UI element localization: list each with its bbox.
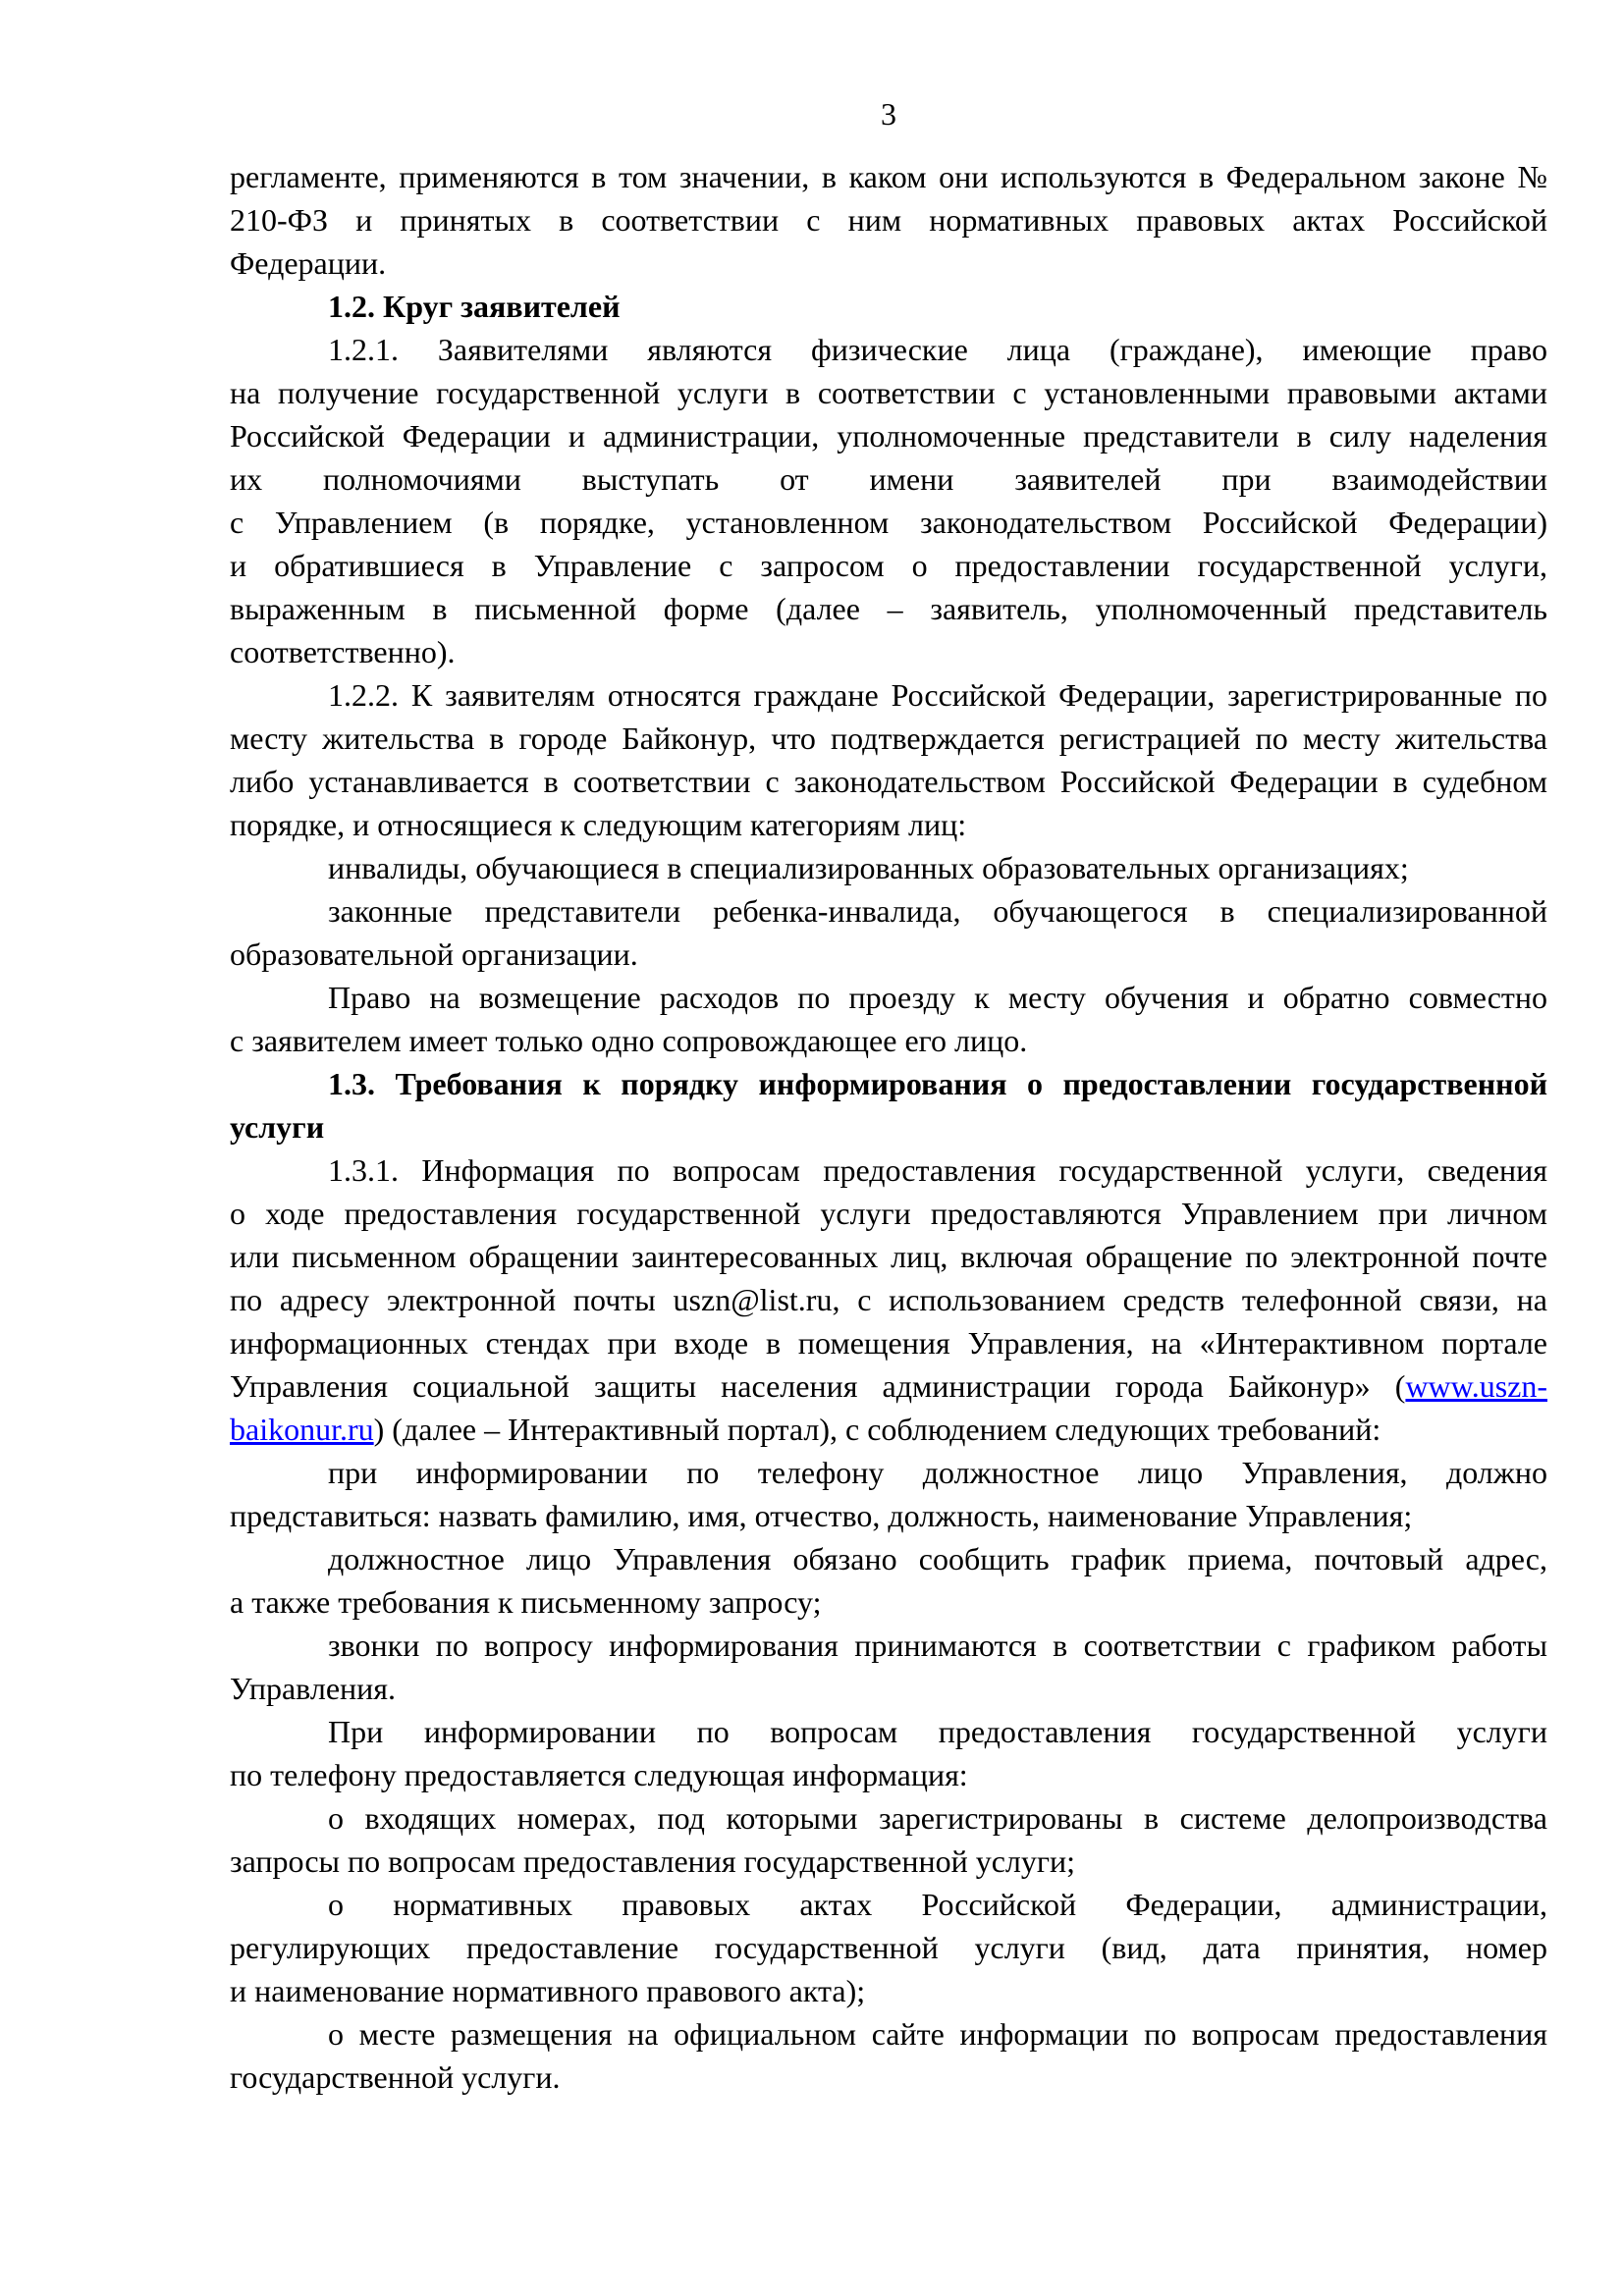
text-line xyxy=(230,1796,1547,1840)
para-official-must-inform xyxy=(230,1537,1547,1624)
text-line xyxy=(230,846,1547,889)
text-line xyxy=(230,2012,1547,2056)
text-line xyxy=(230,1537,1547,1580)
text-segment: 1.3.1. Информация по вопросам предоставления государственной услуги, сведения xyxy=(328,1152,1547,1188)
text-segment: и обратившиеся в Управление с запросом о предоставлении государственной услуги, xyxy=(230,548,1547,583)
text-line xyxy=(230,760,1547,803)
page-number: 3 xyxy=(881,96,896,132)
text-segment: должностное лицо Управления обязано сообщить график приема, почтовый адрес, xyxy=(328,1541,1547,1576)
text-line xyxy=(230,587,1547,630)
text-segment: государственной услуги. xyxy=(230,2059,561,2095)
text-segment: месту жительства в городе Байконур, что подтверждается регистрацией по месту жительства xyxy=(230,721,1547,756)
para-1-2-2 xyxy=(230,673,1547,846)
text-line xyxy=(230,1019,1547,1062)
para-1-2-1 xyxy=(230,328,1547,673)
text-segment: инвалиды, обучающиеся в специализированных образовательных организациях; xyxy=(328,850,1409,885)
para-phone-info-intro xyxy=(230,1710,1547,1796)
text-segment: о нормативных правовых актах Российской Федерации, администрации, xyxy=(328,1887,1547,1922)
text-segment: 210-ФЗ и принятых в соответствии с ним нормативных правовых актах Российской xyxy=(230,202,1547,238)
text-line xyxy=(230,544,1547,587)
para-calls-schedule xyxy=(230,1624,1547,1710)
text-line xyxy=(230,889,1547,933)
text-segment: либо устанавливается в соответствии с законодательством Российской Федерации в судебном xyxy=(230,764,1547,799)
text-segment: звонки по вопросу информирования принимаются в соответствии с графиком работы xyxy=(328,1628,1547,1663)
text-line xyxy=(230,1883,1547,1926)
text-line xyxy=(230,2056,1547,2099)
text-line xyxy=(230,1667,1547,1710)
text-line xyxy=(230,1105,1547,1148)
para-category-invalids xyxy=(230,846,1547,889)
text-line xyxy=(230,1321,1547,1364)
text-line xyxy=(230,1278,1547,1321)
text-segment: представиться: назвать фамилию, имя, отчество, должность, наименование Управления; xyxy=(230,1498,1413,1533)
text-line xyxy=(230,1062,1547,1105)
text-line xyxy=(230,1624,1547,1667)
text-segment: а также требования к письменному запросу; xyxy=(230,1584,822,1620)
text-line xyxy=(230,976,1547,1019)
text-segment: регламенте, применяются в том значении, в каком они используются в Федеральном законе № xyxy=(230,159,1547,194)
text-segment: с Управлением (в порядке, установленном законодательством Российской Федерации) xyxy=(230,505,1547,540)
text-line xyxy=(230,1753,1547,1796)
text-segment: образовательной организации. xyxy=(230,936,638,972)
text-segment: Российской Федерации и администрации, уполномоченные представители в силу наделения xyxy=(230,418,1547,454)
text-segment: регулирующих предоставление государственной услуги (вид, дата принятия, номер xyxy=(230,1930,1547,1965)
para-1-3-1 xyxy=(230,1148,1547,1451)
text-line xyxy=(230,457,1547,501)
text-segment: 1.2.1. Заявителями являются физические лица (граждане), имеющие право xyxy=(328,332,1547,367)
text-line xyxy=(230,328,1547,371)
text-line xyxy=(230,933,1547,976)
text-line xyxy=(230,1710,1547,1753)
text-line xyxy=(230,1408,1547,1451)
text-segment: 1.2. Круг заявителей xyxy=(328,289,621,324)
text-segment: законные представители ребенка-инвалида, обучающегося в специализированной xyxy=(328,893,1547,929)
text-line xyxy=(230,285,1547,328)
text-segment: выраженным в письменной форме (далее – заявитель, уполномоченный представитель xyxy=(230,591,1547,626)
text-segment: услуги xyxy=(230,1109,325,1145)
text-segment: Управления социальной защиты населения администрации города Байконур» ( xyxy=(230,1368,1406,1404)
text-line xyxy=(230,1840,1547,1883)
para-accompanying-person xyxy=(230,976,1547,1062)
text-line xyxy=(230,1926,1547,1969)
text-line xyxy=(230,1494,1547,1537)
text-segment: запросы по вопросам предоставления государственной услуги; xyxy=(230,1843,1075,1879)
text-line xyxy=(230,803,1547,846)
text-segment: 1.2.2. К заявителям относятся граждане Российской Федерации, зарегистрированные по xyxy=(328,677,1547,713)
section-heading-1-3 xyxy=(230,1062,1547,1148)
text-line xyxy=(230,371,1547,414)
text-line xyxy=(230,717,1547,760)
text-line xyxy=(230,501,1547,544)
text-segment: порядке, и относящиеся к следующим категориям лиц: xyxy=(230,807,967,842)
text-segment: и наименование нормативного правового акта); xyxy=(230,1973,866,2008)
para-category-representatives xyxy=(230,889,1547,976)
para-site-placement xyxy=(230,2012,1547,2099)
text-segment: по телефону предоставляется следующая информация: xyxy=(230,1757,968,1792)
para-intro-continuation xyxy=(230,155,1547,285)
text-line xyxy=(230,414,1547,457)
text-line xyxy=(230,630,1547,673)
text-line xyxy=(230,1192,1547,1235)
text-segment: ) (далее – Интерактивный портал), с соблюдением следующих требований: xyxy=(373,1412,1381,1447)
portal-link-part-2[interactable]: baikonur.ru xyxy=(230,1412,374,1447)
text-segment: о входящих номерах, под которыми зарегистрированы в системе делопроизводства xyxy=(328,1800,1547,1836)
text-segment: или письменном обращении заинтересованных лиц, включая обращение по электронной почте xyxy=(230,1239,1547,1274)
portal-link-part-1[interactable]: www.uszn- xyxy=(1405,1368,1547,1404)
text-segment: их полномочиями выступать от имени заявителей при взаимодействии xyxy=(230,461,1547,497)
text-line xyxy=(230,1235,1547,1278)
text-segment: Управления. xyxy=(230,1671,396,1706)
text-line xyxy=(230,1451,1547,1494)
text-line xyxy=(230,673,1547,717)
document-body xyxy=(230,155,1547,2099)
text-segment: 1.3. Требования к порядку информирования о предоставлении государственной xyxy=(328,1066,1547,1101)
text-segment: о ходе предоставления государственной услуги предоставляются Управлением при личном xyxy=(230,1196,1547,1231)
text-line xyxy=(230,1148,1547,1192)
text-segment: информационных стендах при входе в помещения Управления, на «Интерактивном портале xyxy=(230,1325,1547,1361)
text-line xyxy=(230,1969,1547,2012)
text-segment: о месте размещения на официальном сайте информации по вопросам предоставления xyxy=(328,2016,1547,2052)
text-segment: при информировании по телефону должностное лицо Управления, должно xyxy=(328,1455,1547,1490)
para-legal-acts xyxy=(230,1883,1547,2012)
para-phone-introduce xyxy=(230,1451,1547,1537)
text-segment: по адресу электронной почты uszn@list.ru, с использованием средств телефонной связи, на xyxy=(230,1282,1547,1317)
text-segment: Право на возмещение расходов по проезду к месту обучения и обратно совместно xyxy=(328,980,1547,1015)
para-incoming-numbers xyxy=(230,1796,1547,1883)
text-line xyxy=(230,1364,1547,1408)
text-line xyxy=(230,1580,1547,1624)
text-segment: соответственно). xyxy=(230,634,456,669)
text-line xyxy=(230,155,1547,198)
text-segment: с заявителем имеет только одно сопровождающее его лицо. xyxy=(230,1023,1028,1058)
section-heading-1-2 xyxy=(230,285,1547,328)
text-segment: на получение государственной услуги в соответствии с установленными правовыми актами xyxy=(230,375,1547,410)
text-segment: Федерации. xyxy=(230,245,387,281)
text-line xyxy=(230,241,1547,285)
text-line xyxy=(230,198,1547,241)
text-segment: При информировании по вопросам предоставления государственной услуги xyxy=(328,1714,1547,1749)
